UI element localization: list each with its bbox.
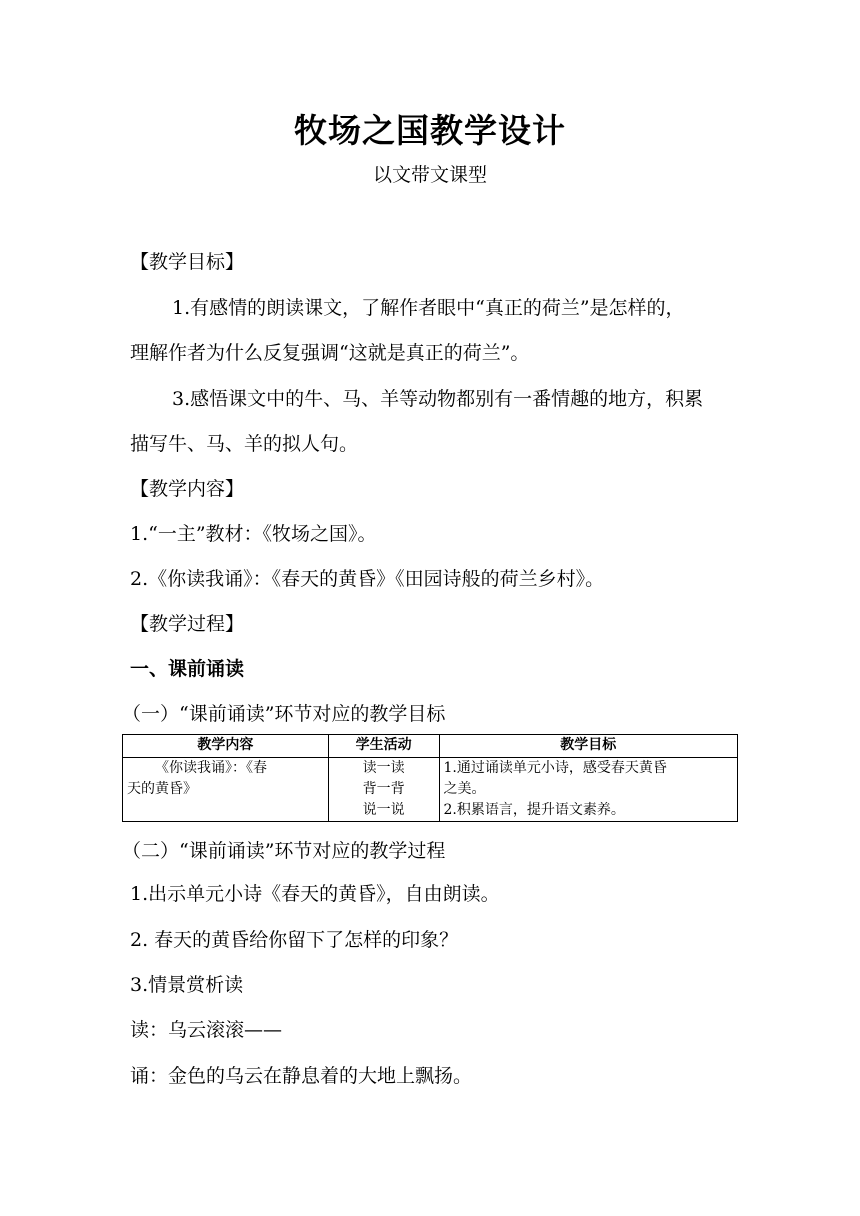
- table-cell-content: [123, 758, 329, 822]
- table-header-activity: 学生活动: [328, 735, 439, 758]
- document-subtitle: 以文带文课型: [372, 164, 487, 186]
- table-header-content: 教学内容: [123, 735, 329, 758]
- table-cell-goal: [439, 758, 737, 822]
- part-1-heading: 一、课前诵读: [130, 658, 245, 680]
- recite-line: 诵：金色的乌云在静息着的大地上飘扬。: [130, 1065, 473, 1087]
- table-content-line1: 《你读我诵》：《春: [155, 760, 267, 776]
- process-heading: 【教学过程】: [130, 613, 245, 635]
- table-header-goal: 教学目标: [439, 735, 737, 758]
- table-cell-activity: [328, 758, 439, 822]
- table-goal-line2: 之美。: [443, 781, 486, 797]
- step-1: 1.出示单元小诗《春天的黄昏》，自由朗读。: [130, 883, 500, 905]
- table-goal-line1: 1.通过诵读单元小诗，感受春天黄昏: [443, 760, 667, 776]
- table-activity-3: 说一说: [362, 802, 405, 818]
- sub-2-heading: （二）“课前诵读”环节对应的教学过程: [122, 840, 446, 862]
- goal-3-line2: 描写牛、马、羊的拟人句。: [130, 433, 359, 455]
- table-content-line2: 天的黄昏》: [127, 781, 197, 797]
- content-item-2: 2.《你读我诵》：《春天的黄昏》《田园诗般的荷兰乡村》。: [130, 568, 605, 590]
- sub-1-heading: （一）“课前诵读”环节对应的教学目标: [122, 703, 446, 725]
- goals-table: [122, 734, 738, 822]
- goal-3-line1: 3.感悟课文中的牛、马、羊等动物都别有一番情趣的地方，积累: [172, 388, 704, 410]
- table-goal-line3: 2.积累语言，提升语文素养。: [443, 802, 625, 818]
- document-title: 牧场之国教学设计: [294, 111, 566, 150]
- content-heading: 【教学内容】: [130, 478, 245, 500]
- content-item-1: 1.“一主”教材：《牧场之国》。: [130, 523, 377, 545]
- table-activity-1: 读一读: [362, 760, 405, 776]
- goals-heading: 【教学目标】: [130, 251, 245, 273]
- goal-1-line1: 1.有感情的朗读课文，了解作者眼中“真正的荷兰”是怎样的，: [172, 297, 685, 319]
- step-2: 2. 春天的黄昏给你留下了怎样的印象？: [130, 929, 459, 951]
- table-row: [123, 758, 738, 822]
- table-header-row: [123, 735, 738, 758]
- step-3: 3.情景赏析读: [130, 974, 244, 996]
- read-line: 读：乌云滚滚——: [130, 1019, 283, 1041]
- table-activity-2: 背一背: [362, 781, 405, 797]
- goal-1-line2: 理解作者为什么反复强调“这就是真正的荷兰”。: [130, 342, 530, 364]
